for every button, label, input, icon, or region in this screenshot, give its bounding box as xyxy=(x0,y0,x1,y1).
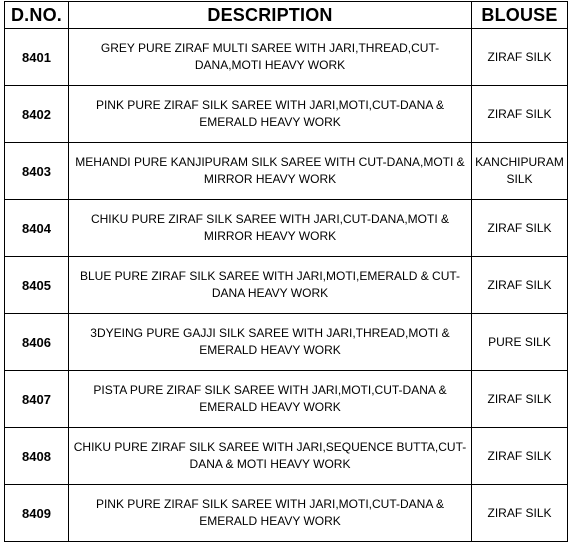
blouse-cell: ZIRAF SILK xyxy=(472,86,568,143)
dno-cell: 8406 xyxy=(5,314,69,371)
dno-cell: 8402 xyxy=(5,86,69,143)
description-cell: CHIKU PURE ZIRAF SILK SAREE WITH JARI,CUT-DANA,MOTI & MIRROR HEAVY WORK xyxy=(69,200,472,257)
description-cell: PISTA PURE ZIRAF SILK SAREE WITH JARI,MOTI,CUT-DANA & EMERALD HEAVY WORK xyxy=(69,371,472,428)
table-row xyxy=(5,200,568,257)
header-description: DESCRIPTION xyxy=(69,2,472,29)
table-row xyxy=(5,257,568,314)
blouse-cell: ZIRAF SILK xyxy=(472,371,568,428)
blouse-cell: ZIRAF SILK xyxy=(472,200,568,257)
description-cell: PINK PURE ZIRAF SILK SAREE WITH JARI,MOTI,CUT-DANA & EMERALD HEAVY WORK xyxy=(69,485,472,542)
table-row xyxy=(5,29,568,86)
dno-cell: 8408 xyxy=(5,428,69,485)
blouse-cell: ZIRAF SILK xyxy=(472,428,568,485)
table-row xyxy=(5,86,568,143)
dno-cell: 8409 xyxy=(5,485,69,542)
table-row xyxy=(5,428,568,485)
product-table-container xyxy=(4,1,567,539)
blouse-cell: ZIRAF SILK xyxy=(472,257,568,314)
blouse-cell: ZIRAF SILK xyxy=(472,29,568,86)
dno-cell: 8405 xyxy=(5,257,69,314)
table-row xyxy=(5,143,568,200)
table-row xyxy=(5,371,568,428)
description-cell: MEHANDI PURE KANJIPURAM SILK SAREE WITH CUT-DANA,MOTI & MIRROR HEAVY WORK xyxy=(69,143,472,200)
blouse-cell: KANCHIPURAM SILK xyxy=(472,143,568,200)
blouse-cell: PURE SILK xyxy=(472,314,568,371)
header-blouse: BLOUSE xyxy=(472,2,568,29)
dno-cell: 8407 xyxy=(5,371,69,428)
dno-cell: 8404 xyxy=(5,200,69,257)
description-cell: 3DYEING PURE GAJJI SILK SAREE WITH JARI,THREAD,MOTI & EMERALD HEAVY WORK xyxy=(69,314,472,371)
description-cell: BLUE PURE ZIRAF SILK SAREE WITH JARI,MOTI,EMERALD & CUT-DANA HEAVY WORK xyxy=(69,257,472,314)
dno-cell: 8403 xyxy=(5,143,69,200)
description-cell: CHIKU PURE ZIRAF SILK SAREE WITH JARI,SEQUENCE BUTTA,CUT-DANA & MOTI HEAVY WORK xyxy=(69,428,472,485)
description-cell: GREY PURE ZIRAF MULTI SAREE WITH JARI,THREAD,CUT-DANA,MOTI HEAVY WORK xyxy=(69,29,472,86)
description-cell: PINK PURE ZIRAF SILK SAREE WITH JARI,MOTI,CUT-DANA & EMERALD HEAVY WORK xyxy=(69,86,472,143)
table-row xyxy=(5,485,568,542)
header-dno: D.NO. xyxy=(5,2,69,29)
table-row xyxy=(5,314,568,371)
blouse-cell: ZIRAF SILK xyxy=(472,485,568,542)
dno-cell: 8401 xyxy=(5,29,69,86)
header-row xyxy=(5,2,568,29)
product-table xyxy=(4,1,568,542)
